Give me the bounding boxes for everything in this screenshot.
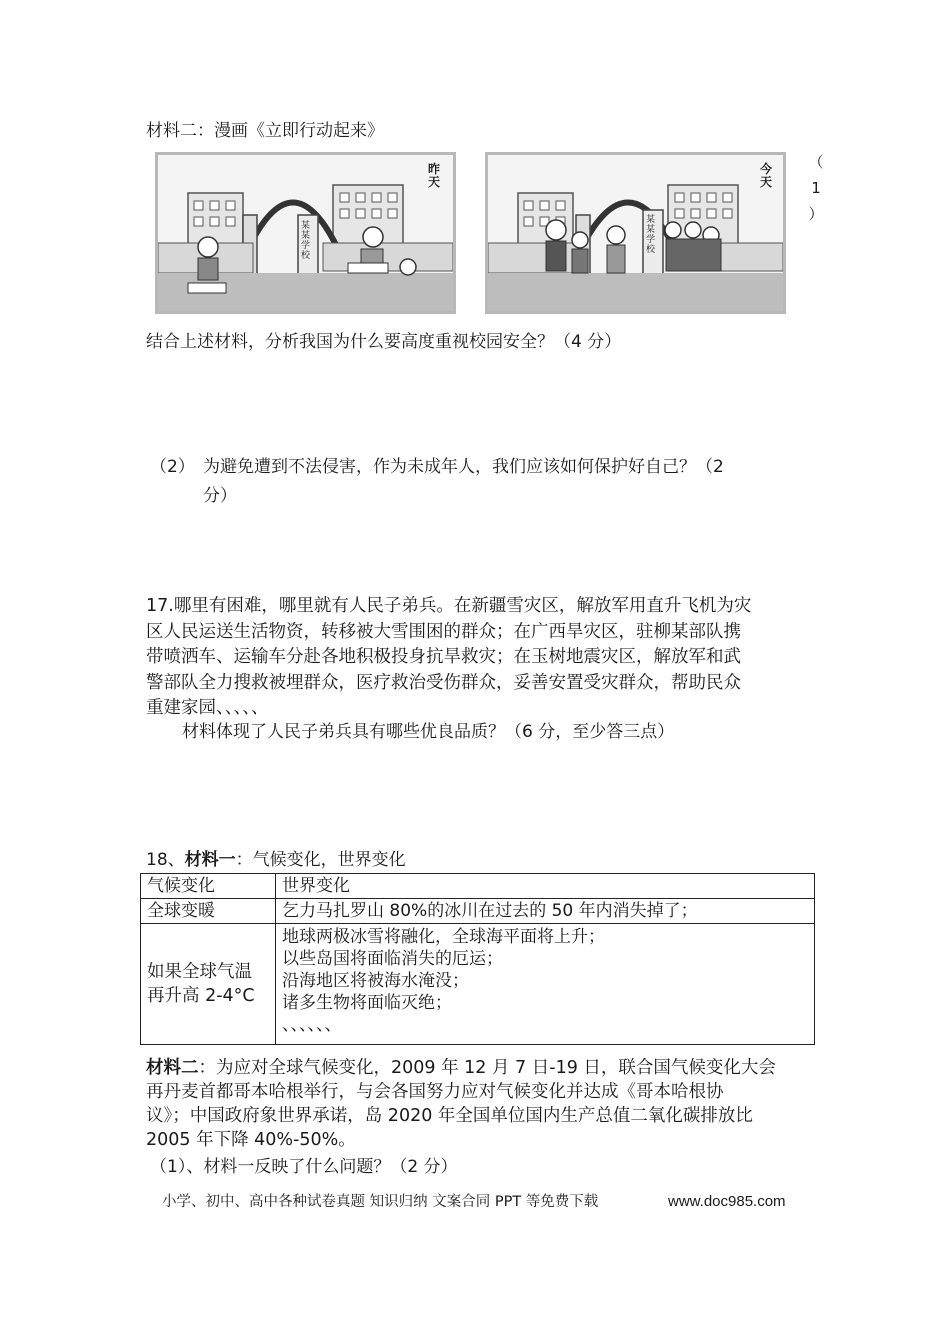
- passage-line: 重建家园、、、、、: [146, 698, 269, 718]
- material2-label: 材料二: [146, 1058, 199, 1078]
- question-16-2-number: （2）: [150, 457, 195, 477]
- gate-sign: 某某学校: [301, 221, 311, 261]
- comic-panel-yesterday: [155, 152, 456, 314]
- cell-line: 沿海地区将被海水淹没；: [282, 971, 469, 991]
- heading-rest: ：气候变化，世界变化: [235, 850, 406, 870]
- question-17-prompt: 材料体现了人民子弟兵具有哪些优良品质？（6 分，至少答三点）: [182, 722, 675, 742]
- question-16-2-line2: 分）: [203, 486, 237, 506]
- table-row: [141, 924, 815, 1045]
- footer-url[interactable]: www.doc985.com: [668, 1193, 786, 1210]
- material-heading: 材料二：漫画《立即行动起来》: [146, 121, 384, 141]
- question-18-material2: [146, 1056, 776, 1152]
- table-row: [141, 899, 815, 924]
- passage-text: ：为应对全球气候变化，2009 年 12 月 7 日-19 日，联合国气候变化大会: [198, 1058, 776, 1078]
- passage-line: [146, 1056, 776, 1080]
- question-18-heading: [146, 849, 406, 871]
- table-cell: [141, 924, 276, 1045]
- passage-line: 带喷洒车、运输车分赴各地积极投身抗旱救灾；在玉树地震灾区，解放军和武: [146, 647, 741, 667]
- passage-line: 议》；中国政府象世界承诺，岛 2020 年全国单位国内生产总值二氧化碳排放比: [146, 1106, 753, 1126]
- today-label: 今天: [760, 162, 773, 189]
- passage-line: 17.哪里有困难，哪里就有人民子弟兵。在新疆雪灾区，解放军用直升飞机为灾: [146, 596, 752, 616]
- heading-label: 材料一: [184, 850, 236, 870]
- passage-line: 再丹麦首都哥本哈根举行，与会各国努力应对气候变化并达成《哥本哈根协: [146, 1082, 724, 1102]
- table-cell: [276, 924, 815, 1045]
- passage-line: 2005 年下降 40%-50%。: [146, 1130, 356, 1150]
- climate-table: [140, 873, 815, 1045]
- cell-line: 以些岛国将面临消失的厄运；: [282, 949, 503, 969]
- passage-line: 警部队全力搜救被埋群众，医疗救治受伤群众，妥善安置受灾群众，帮助民众: [146, 672, 741, 693]
- cell-line: 再升高 2-4°C: [147, 986, 255, 1006]
- cell-line: 地球两极冰雪将融化，全球海平面将上升；: [282, 927, 605, 947]
- table-header-cell: 气候变化: [141, 874, 276, 899]
- bracket-number: 1: [811, 179, 821, 197]
- comic-panel-today: [485, 152, 786, 314]
- question-16-2-line1: 为避免遭到不法侵害，作为未成年人，我们应该如何保护好自己？（2: [203, 457, 724, 477]
- cell-line: 如果全球气温: [147, 962, 252, 982]
- question-16-1: 结合上述材料，分析我国为什么要高度重视校园安全？（4 分）: [146, 332, 622, 352]
- table-header-row: [141, 874, 815, 899]
- question-number-bracket: [807, 154, 825, 222]
- passage-line: 区人民运送生活物资，转移被大雪围困的群众；在广西旱灾区，驻柳某部队携: [146, 621, 741, 642]
- yesterday-label: 昨天: [428, 162, 441, 189]
- cell-line: 、、、、、、: [282, 1015, 342, 1035]
- table-cell: 全球变暖: [141, 899, 276, 924]
- table-header-cell: 世界变化: [276, 874, 815, 899]
- heading-prefix: 18、: [146, 850, 185, 870]
- question-17-passage: [146, 594, 751, 722]
- footer-text: 小学、初中、高中各种试卷真题 知识归纳 文案合同 PPT 等免费下载: [162, 1194, 599, 1210]
- gate-sign: 某某学校: [646, 215, 656, 255]
- cell-line: 诸多生物将面临灭绝；: [282, 993, 452, 1013]
- table-cell: 乞力马扎罗山 80%的冰川在过去的 50 年内消失掉了；: [276, 899, 815, 924]
- bracket-close: ）: [808, 205, 824, 223]
- bracket-open: （: [808, 153, 824, 171]
- question-18-1: （1）、材料一反映了什么问题？（2 分）: [150, 1157, 458, 1177]
